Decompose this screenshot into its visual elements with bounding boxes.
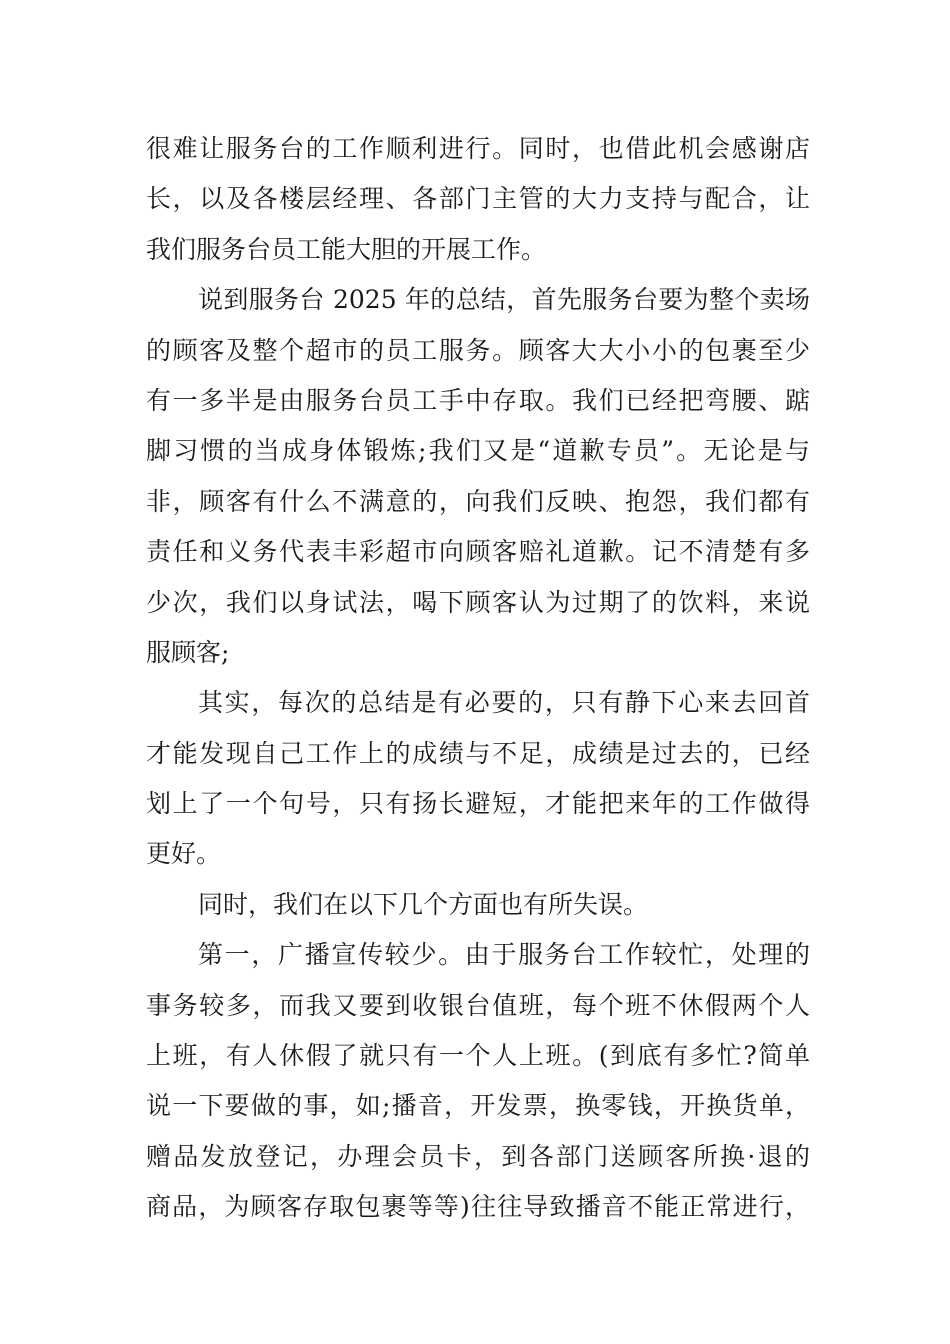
text-line: 商品，为顾客存取包裹等等)往往导致播音不能正常进行， [146,1192,810,1222]
text-line: 有一多半是由服务台员工手中存取。我们已经把弯腰、踮 [146,385,810,415]
text-line: 上班，有人休假了就只有一个人上班。(到底有多忙?简单 [146,1041,810,1071]
text-line: 划上了一个句号，只有扬长避短，才能把来年的工作做得 [146,789,810,819]
text-line: 事务较多，而我又要到收银台值班，每个班不休假两个人 [146,990,810,1020]
text-line: 赠品发放登记，办理会员卡，到各部门送顾客所换·退的 [146,1141,810,1171]
text-line: 的顾客及整个超市的员工服务。顾客大大小小的包裹至少 [146,335,810,365]
text-line: 更好。 [146,839,222,869]
text-line: 很难让服务台的工作顺利进行。同时，也借此机会感谢店 [146,134,810,163]
text-line: 其实，每次的总结是有必要的，只有静下心来去回首 [198,688,810,718]
document-body [146,124,810,1233]
text-line: 责任和义务代表丰彩超市向顾客赔礼道歉。记不清楚有多 [146,537,810,567]
text-line: 长，以及各楼层经理、各部门主管的大力支持与配合，让 [146,184,810,214]
text-line: 非，顾客有什么不满意的，向我们反映、抱怨，我们都有 [146,486,810,516]
text-line: 说一下要做的事，如;播音，开发票，换零钱，开换货单， [146,1091,810,1121]
text-line: 少次，我们以身试法，喝下顾客认为过期了的饮料，来说 [146,587,810,617]
text-line: 同时，我们在以下几个方面也有所失误。 [198,889,649,919]
text-line: 说到服务台 2025 年的总结，首先服务台要为整个卖场 [198,285,810,315]
text-line: 才能发现自己工作上的成绩与不足，成绩是过去的，已经 [146,738,810,768]
text-line: 服顾客; [146,637,230,667]
text-line: 我们服务台员工能大胆的开展工作。 [146,234,547,264]
text-line: 第一，广播宣传较少。由于服务台工作较忙，处理的 [198,940,810,970]
text-line: 脚习惯的当成身体锻炼;我们又是“道歉专员”。无论是与 [146,436,810,466]
